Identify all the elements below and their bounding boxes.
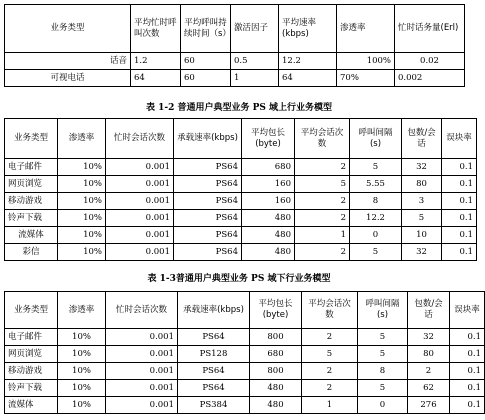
table-cell: PS64	[174, 244, 242, 261]
table-header-row	[5, 292, 485, 329]
table-cell: 1	[295, 227, 350, 244]
table-cell: 0.1	[450, 329, 485, 346]
table-cell: 60	[181, 70, 231, 87]
table-cell: 10%	[58, 346, 106, 363]
table-header-row	[5, 5, 465, 53]
header-cell: 误块率	[450, 292, 485, 329]
table-cell: PS64	[178, 329, 250, 346]
table-cell: 电子邮件	[5, 329, 58, 346]
table-cell: 0.001	[106, 244, 174, 261]
table-cell: 流媒体	[5, 227, 58, 244]
table-row	[5, 346, 485, 363]
header-cell: 忙时话务量(Erl)	[395, 5, 465, 53]
header-cell: 渗透率	[58, 119, 106, 159]
header-cell: 激活因子	[231, 5, 279, 53]
table-cell: 0.001	[106, 193, 174, 210]
header-cell: 忙时会话次数	[106, 292, 178, 329]
uplink-service-table	[4, 118, 477, 261]
table-cell: 5	[302, 346, 358, 363]
header-cell: 业务类型	[5, 5, 131, 53]
table-cell: 12.2	[350, 210, 402, 227]
header-cell: 承载速率(kbps)	[174, 119, 242, 159]
table-cell: 10%	[58, 227, 106, 244]
table-cell: 2	[408, 363, 450, 380]
table-cell: 70%	[337, 70, 395, 87]
table-cell: 3	[402, 193, 442, 210]
table-cell: 480	[242, 210, 295, 227]
table-cell: 10%	[58, 159, 106, 176]
table-cell: 0.001	[106, 397, 178, 414]
table-cell: 2	[302, 380, 358, 397]
table-cell: 0.001	[106, 363, 178, 380]
table-cell: 0.001	[106, 380, 178, 397]
table-cell: 0.1	[450, 363, 485, 380]
table-row	[5, 159, 477, 176]
table-cell: PS384	[178, 397, 250, 414]
table-cell: 10%	[58, 363, 106, 380]
table-row	[5, 227, 477, 244]
table-cell: 2	[295, 210, 350, 227]
table-row	[5, 193, 477, 210]
table-cell: PS128	[178, 346, 250, 363]
table-cell: 5	[358, 380, 408, 397]
table-cell: 0.1	[442, 244, 477, 261]
table-cell: 5.55	[350, 176, 402, 193]
table-cell: PS64	[174, 159, 242, 176]
table-cell: 480	[250, 397, 302, 414]
table-cell: 8	[350, 193, 402, 210]
table-cell: 0.001	[106, 210, 174, 227]
table-cell: 160	[242, 193, 295, 210]
header-cell: 包数/会话	[402, 119, 442, 159]
table-cell: 800	[250, 363, 302, 380]
table-cell: 480	[242, 244, 295, 261]
voice-service-table	[4, 4, 465, 87]
table-caption: 表 1-2 普通用户典型业务 PS 域上行业务模型	[145, 103, 333, 113]
table-cell: 0.1	[450, 346, 485, 363]
table-cell: 0.1	[442, 159, 477, 176]
table-cell: 32	[402, 244, 442, 261]
table-cell: 10%	[58, 329, 106, 346]
table-cell: 80	[402, 176, 442, 193]
table-cell: 480	[250, 380, 302, 397]
header-cell: 平均会话次数	[295, 119, 350, 159]
header-cell: 业务类型	[5, 119, 58, 159]
table-cell: 60	[181, 53, 231, 70]
table-cell: 12.2	[279, 53, 337, 70]
table-cell: 5	[402, 210, 442, 227]
table-cell: 0.001	[106, 329, 178, 346]
table-cell: 铃声下载	[5, 380, 58, 397]
table-cell: 480	[242, 227, 295, 244]
header-cell: 平均包长(byte)	[250, 292, 302, 329]
table-cell: 800	[250, 329, 302, 346]
table-row	[5, 244, 477, 261]
table-cell: 64	[131, 70, 181, 87]
table-row	[5, 329, 485, 346]
header-cell: 平均呼叫持续时间（s）	[181, 5, 231, 53]
table-cell: 680	[250, 346, 302, 363]
table-cell: 5	[358, 346, 408, 363]
table-cell: 100%	[337, 53, 395, 70]
table-row	[5, 210, 477, 227]
table-cell: 电子邮件	[5, 159, 58, 176]
table-cell: 0.1	[442, 210, 477, 227]
table-cell: 32	[408, 329, 450, 346]
table-cell: 0.02	[395, 53, 465, 70]
table-cell: 64	[279, 70, 337, 87]
table-cell: 5	[350, 244, 402, 261]
table-cell: 0.001	[106, 176, 174, 193]
table-cell: 彩信	[5, 244, 58, 261]
table-cell: 0.001	[106, 159, 174, 176]
header-cell: 误块率	[442, 119, 477, 159]
table-cell: PS64	[174, 227, 242, 244]
table-header-row	[5, 119, 477, 159]
table-cell: 铃声下载	[5, 210, 58, 227]
downlink-service-table	[4, 291, 485, 414]
table-cell: PS64	[174, 193, 242, 210]
table-cell: 32	[402, 159, 442, 176]
table-cell: 移动游戏	[5, 193, 58, 210]
table-cell: 10%	[58, 210, 106, 227]
table-cell: 80	[408, 346, 450, 363]
table-cell: 10%	[58, 397, 106, 414]
table-caption: 表 1-3普通用户典型业务 PS 域下行业务模型	[147, 274, 331, 284]
table-cell: 10	[402, 227, 442, 244]
table-cell: 62	[408, 380, 450, 397]
table-cell: 2	[295, 159, 350, 176]
table-cell: 2	[295, 193, 350, 210]
table-cell: 10%	[58, 176, 106, 193]
header-cell: 承载速率(kbps)	[178, 292, 250, 329]
table-cell: 0	[350, 227, 402, 244]
table-cell: 0.001	[106, 227, 174, 244]
table-cell: 5	[358, 329, 408, 346]
table-cell: 5	[295, 176, 350, 193]
header-cell: 包数/会话	[408, 292, 450, 329]
table-cell: 680	[242, 159, 295, 176]
table-row	[5, 176, 477, 193]
table-cell: 160	[242, 176, 295, 193]
table-cell: 10%	[58, 193, 106, 210]
table-cell: PS64	[178, 363, 250, 380]
header-cell: 渗透率	[58, 292, 106, 329]
table-row	[5, 397, 485, 414]
header-cell: 平均速率(kbps)	[279, 5, 337, 53]
header-cell: 业务类型	[5, 292, 58, 329]
table-row	[5, 380, 485, 397]
table-cell: PS64	[178, 380, 250, 397]
table-cell: 5	[350, 159, 402, 176]
table-cell: 话音	[5, 53, 131, 70]
table-cell: 1	[231, 70, 279, 87]
table-cell: 0.001	[106, 346, 178, 363]
table-cell: 0	[358, 397, 408, 414]
table-cell: PS64	[174, 176, 242, 193]
table-row	[5, 70, 465, 87]
table-cell: 0.1	[450, 380, 485, 397]
header-cell: 忙时会话次数	[106, 119, 174, 159]
table-cell: 8	[358, 363, 408, 380]
header-cell: 平均包长(byte)	[242, 119, 295, 159]
header-cell: 呼叫间隔(s)	[350, 119, 402, 159]
table-cell: PS64	[174, 210, 242, 227]
table-cell: 0.1	[442, 193, 477, 210]
table-cell: 网页浏览	[5, 346, 58, 363]
header-cell: 平均忙时呼叫次数	[131, 5, 181, 53]
table-cell: 网页浏览	[5, 176, 58, 193]
table-cell: 0.1	[450, 397, 485, 414]
table-cell: 10%	[58, 244, 106, 261]
table-row	[5, 363, 485, 380]
table-cell: 流媒体	[5, 397, 58, 414]
table-cell: 移动游戏	[5, 363, 58, 380]
header-cell: 呼叫间隔(s)	[358, 292, 408, 329]
header-cell: 平均会话次数	[302, 292, 358, 329]
table-cell: 1	[302, 397, 358, 414]
table-cell: 2	[295, 244, 350, 261]
table-cell: 2	[302, 363, 358, 380]
table-row	[5, 53, 465, 70]
table-cell: 0.1	[442, 176, 477, 193]
table-cell: 可视电话	[5, 70, 131, 87]
table-cell: 0.002	[395, 70, 465, 87]
table-cell: 2	[302, 329, 358, 346]
table-cell: 1.2	[131, 53, 181, 70]
table-cell: 276	[408, 397, 450, 414]
table-cell: 0.5	[231, 53, 279, 70]
table-cell: 0.1	[442, 227, 477, 244]
header-cell: 渗透率	[337, 5, 395, 53]
table-cell: 10%	[58, 380, 106, 397]
